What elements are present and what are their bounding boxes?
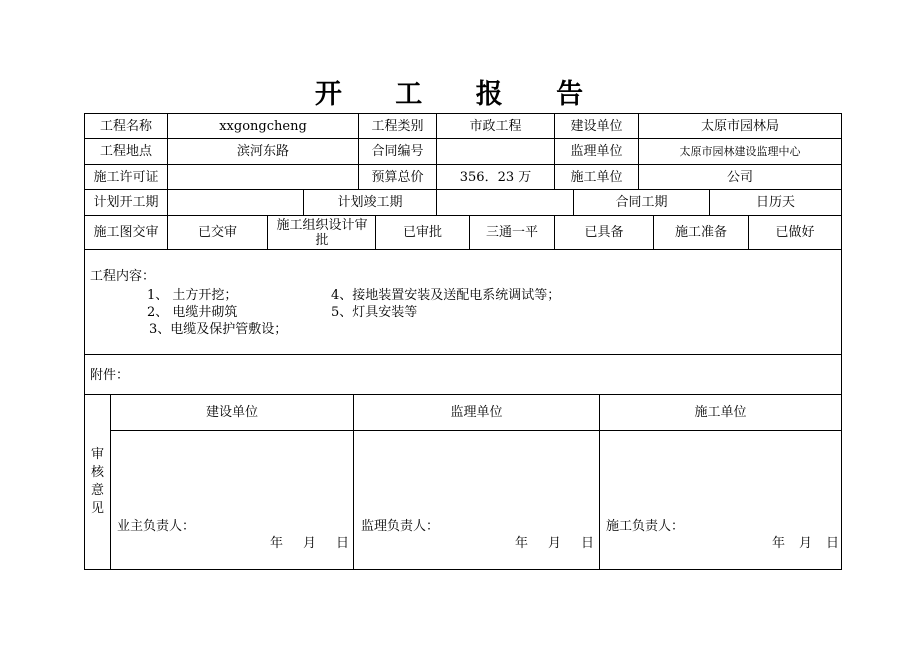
org-design-label: 施工组织设计审批 xyxy=(276,217,368,248)
plan-end-value xyxy=(437,190,573,215)
date-month: 月 xyxy=(548,536,562,551)
drawings-label: 施工图交审 xyxy=(93,225,159,240)
prep-label: 施工准备 xyxy=(674,225,727,240)
owner-sign-label: 业主负责人： xyxy=(117,519,196,534)
contract-no-label: 合同编号 xyxy=(371,144,424,159)
supervisor-value: 太原市园林建设监理中心 xyxy=(679,145,801,158)
contractor-sign-label: 施工负责人： xyxy=(606,519,685,534)
content-label: 工程内容： xyxy=(90,269,156,284)
category-label: 工程类别 xyxy=(371,118,424,134)
org-design-value: 已审批 xyxy=(402,225,442,240)
date-day: 日 xyxy=(336,536,350,551)
content-item: 5、灯具安装等 xyxy=(331,305,418,320)
review-header-supervisor: 监理单位 xyxy=(450,405,503,420)
supervisor-label: 监理单位 xyxy=(570,144,623,159)
report-table xyxy=(84,113,842,570)
date-month: 月 xyxy=(799,536,813,551)
budget-label: 预算总价 xyxy=(371,169,424,185)
project-name-value: xxgongcheng xyxy=(219,118,307,134)
date-year: 年 xyxy=(515,536,529,551)
site-prep-label: 三通一平 xyxy=(485,225,538,240)
date-day: 日 xyxy=(581,536,595,551)
supervisor-sign-label: 监理负责人： xyxy=(361,519,440,534)
permit-value xyxy=(168,165,358,189)
prep-value: 已做好 xyxy=(775,225,815,240)
site-prep-value: 已具备 xyxy=(584,225,624,240)
builder-value: 太原市园林局 xyxy=(700,118,779,134)
date-year: 年 xyxy=(270,536,284,551)
category-value: 市政工程 xyxy=(469,118,522,134)
content-item: 2、 电缆井砌筑 xyxy=(147,305,238,320)
row-rule xyxy=(85,354,841,355)
plan-end-label: 计划竣工期 xyxy=(337,195,403,210)
content-item: 4、接地装置安装及送配电系统调试等； xyxy=(331,288,561,303)
drawings-value: 已交审 xyxy=(197,225,237,240)
permit-label: 施工许可证 xyxy=(93,169,159,185)
date-day: 日 xyxy=(826,536,840,551)
review-side-label xyxy=(85,395,110,569)
row-rule xyxy=(85,249,841,250)
project-name-label: 工程名称 xyxy=(99,118,152,134)
page-title: 开 工 报 告 xyxy=(314,79,606,110)
contract-period-value: 日历天 xyxy=(755,195,795,210)
contract-no-value xyxy=(437,139,554,164)
plan-start-value xyxy=(168,190,303,215)
row-rule xyxy=(110,430,841,431)
col-rule xyxy=(267,215,268,249)
date-month: 月 xyxy=(303,536,317,551)
content-item: 1、 土方开挖； xyxy=(147,288,238,303)
contractor-label: 施工单位 xyxy=(570,169,623,185)
content-item: 3、电缆及保护管敷设； xyxy=(149,322,288,337)
builder-label: 建设单位 xyxy=(570,118,623,134)
plan-start-label: 计划开工期 xyxy=(93,195,159,210)
contractor-value: 公司 xyxy=(726,169,753,185)
review-header-builder: 建设单位 xyxy=(205,405,258,420)
contract-period-label: 合同工期 xyxy=(615,195,668,210)
location-label: 工程地点 xyxy=(99,144,152,159)
attachment-label: 附件： xyxy=(90,368,130,383)
review-side-text: 审核意见 xyxy=(90,447,104,516)
date-year: 年 xyxy=(772,536,786,551)
review-header-contractor: 施工单位 xyxy=(694,405,747,420)
budget-value: 356．23 万 xyxy=(459,169,532,185)
location-value: 滨河东路 xyxy=(236,144,289,159)
